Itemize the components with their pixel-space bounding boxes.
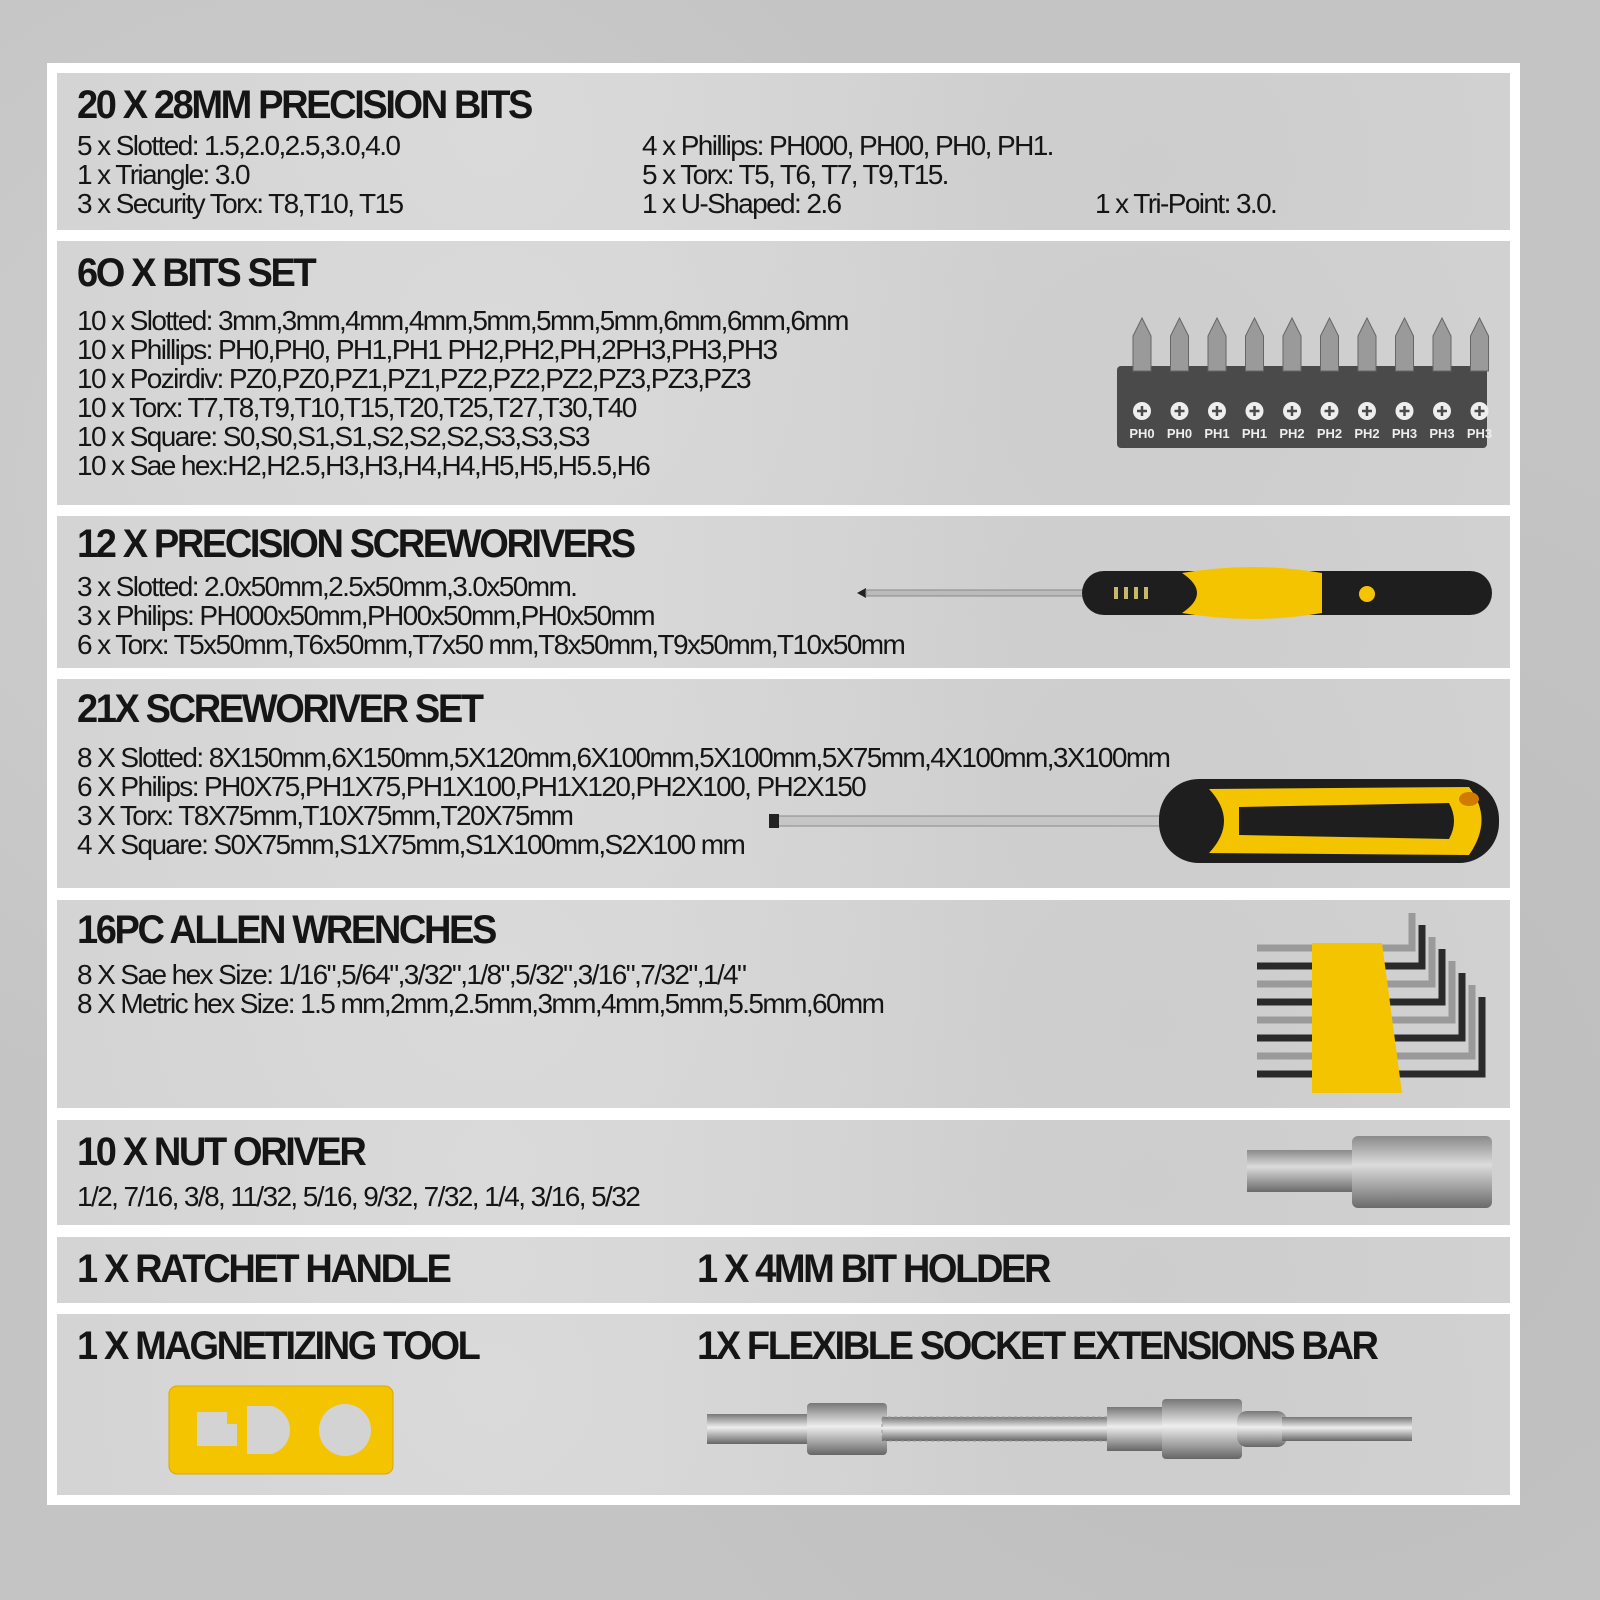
spec-line: 10 x Sae hex:H2,H2.5,H3,H3,H4,H4,H5,H5,H5.5,H6 bbox=[77, 450, 650, 481]
extension-bar-image bbox=[702, 1389, 1417, 1469]
hex-key bbox=[1257, 913, 1412, 948]
ratchet-holder-panel bbox=[57, 1237, 1510, 1303]
bit bbox=[1396, 318, 1414, 371]
bit-label: PH2 bbox=[1279, 426, 1305, 441]
ratchet-handle-title: 1 X RATCHET HANDLE bbox=[77, 1247, 450, 1291]
section-title: 10 X NUT ORIVER bbox=[77, 1130, 365, 1174]
bit-label: PH3 bbox=[1391, 426, 1418, 441]
spec-line: 3 x Slotted: 2.0x50mm,2.5x50mm,3.0x50mm. bbox=[77, 571, 577, 602]
screwdriver-image bbox=[769, 769, 1499, 879]
spec-list bbox=[77, 960, 883, 1018]
bit bbox=[1208, 318, 1226, 371]
bit bbox=[1283, 318, 1301, 371]
allen-wrenches-panel bbox=[57, 900, 1510, 1108]
bit-label: PH2 bbox=[1354, 426, 1380, 441]
bit-label: PH1 bbox=[1204, 426, 1230, 441]
bit-label: PH1 bbox=[1241, 426, 1268, 441]
spec-line: 6 x Torx: T5x50mm,T6x50mm,T7x50 mm,T8x50mm,T9x50mm,T10x50mm bbox=[77, 629, 905, 660]
extension-bar-title: 1X FLEXIBLE SOCKET EXTENSIONS BAR bbox=[697, 1324, 1377, 1368]
screwdriver-set-panel bbox=[57, 679, 1510, 888]
section-title: 6O X BITS SET bbox=[77, 251, 315, 295]
spec-line: 3 x Security Torx: T8,T10, T15 bbox=[77, 188, 403, 219]
spec-line: 1 x Tri-Point: 3.0. bbox=[1095, 188, 1277, 219]
bit bbox=[1133, 318, 1151, 371]
section-title: 21X SCREWORIVER SET bbox=[77, 687, 482, 731]
spec-line: 3 x Philips: PH000x50mm,PH00x50mm,PH0x50mm bbox=[77, 600, 655, 631]
spec-line: 10 x Square: S0,S0,S1,S1,S2,S2,S2,S3,S3,S3 bbox=[77, 421, 589, 452]
spec-line: 1/2, 7/16, 3/8, 11/32, 5/16, 9/32, 7/32, 1/4, 3/16, 5/32 bbox=[77, 1181, 640, 1212]
bit-label: PH3 bbox=[1429, 426, 1455, 441]
bits-set-panel bbox=[57, 241, 1510, 505]
bit bbox=[1433, 318, 1451, 371]
spec-line: 4 X Square: S0X75mm,S1X75mm,S1X100mm,S2X100 mm bbox=[77, 829, 745, 860]
nut-driver-image bbox=[1242, 1130, 1502, 1215]
spec-line: 10 x Pozirdiv: PZ0,PZ0,PZ1,PZ1,PZ2,PZ2,PZ2,PZ3,PZ3,PZ3 bbox=[77, 363, 750, 394]
spec-line: 3 X Torx: T8X75mm,T10X75mm,T20X75mm bbox=[77, 800, 573, 831]
left-spec-list bbox=[77, 131, 403, 218]
spec-line: 6 X Philips: PH0X75,PH1X75,PH1X100,PH1X120,PH2X100, PH2X150 bbox=[77, 771, 866, 802]
spec-line: 1 x Triangle: 3.0 bbox=[77, 159, 250, 190]
spec-line: 5 x Torx: T5, T6, T7, T9,T15. bbox=[642, 159, 948, 190]
spec-line: 5 x Slotted: 1.5,2.0,2.5,3.0,4.0 bbox=[77, 130, 400, 161]
bit bbox=[1246, 318, 1264, 371]
bit-holder-title: 1 X 4MM BIT HOLDER bbox=[697, 1247, 1050, 1291]
spec-list bbox=[77, 572, 904, 659]
spec-line: 4 x Phillips: PH000, PH00, PH0, PH1. bbox=[642, 130, 1053, 161]
nut-driver-panel bbox=[57, 1120, 1510, 1225]
bit-label: PH0 bbox=[1129, 426, 1155, 441]
spec-line: 10 x Torx: T7,T8,T9,T10,T15,T20,T25,T27,T30,T40 bbox=[77, 392, 636, 423]
spec-line: 10 x Slotted: 3mm,3mm,4mm,4mm,5mm,5mm,5mm,6mm,6mm,6mm bbox=[77, 305, 848, 336]
precision-bits-panel bbox=[57, 73, 1510, 230]
section-title: 12 X PRECISION SCREWORIVERS bbox=[77, 522, 634, 566]
spec-line: 1 x U-Shaped: 2.6 bbox=[642, 188, 841, 219]
allen-wrench-image bbox=[1252, 908, 1502, 1103]
bit-label: PH0 bbox=[1166, 426, 1193, 441]
magnetizer-extension-panel bbox=[57, 1314, 1510, 1495]
bit-label: PH3 bbox=[1466, 426, 1493, 441]
section-title: 20 X 28MM PRECISION BITS bbox=[77, 83, 532, 127]
bit bbox=[1471, 318, 1489, 371]
magnetizer-image bbox=[167, 1384, 397, 1479]
spec-line: 8 X Slotted: 8X150mm,6X150mm,5X120mm,6X100mm,5X100mm,5X75mm,4X100mm,3X100mm bbox=[77, 742, 1170, 773]
bit-rack-image bbox=[1067, 316, 1493, 456]
bit bbox=[1321, 318, 1339, 371]
bit-label: PH2 bbox=[1316, 426, 1343, 441]
right-spec-list bbox=[642, 131, 1053, 218]
spec-line: 8 X Metric hex Size: 1.5 mm,2mm,2.5mm,3mm,4mm,5mm,5.5mm,60mm bbox=[77, 988, 884, 1019]
spec-line: 10 x Phillips: PH0,PH0, PH1,PH1 PH2,PH2,PH,2PH3,PH3,PH3 bbox=[77, 334, 777, 365]
spec-list bbox=[77, 306, 848, 480]
section-title: 16PC ALLEN WRENCHES bbox=[77, 908, 495, 952]
precision-screwdrivers-panel bbox=[57, 516, 1510, 668]
bit bbox=[1171, 318, 1189, 371]
magnetizing-tool-title: 1 X MAGNETIZING TOOL bbox=[77, 1324, 479, 1368]
bit bbox=[1358, 318, 1376, 371]
spec-line: 8 X Sae hex Size: 1/16",5/64",3/32",1/8",5/32",3/16",7/32",1/4" bbox=[77, 959, 746, 990]
precision-screwdriver-image bbox=[852, 551, 1492, 631]
